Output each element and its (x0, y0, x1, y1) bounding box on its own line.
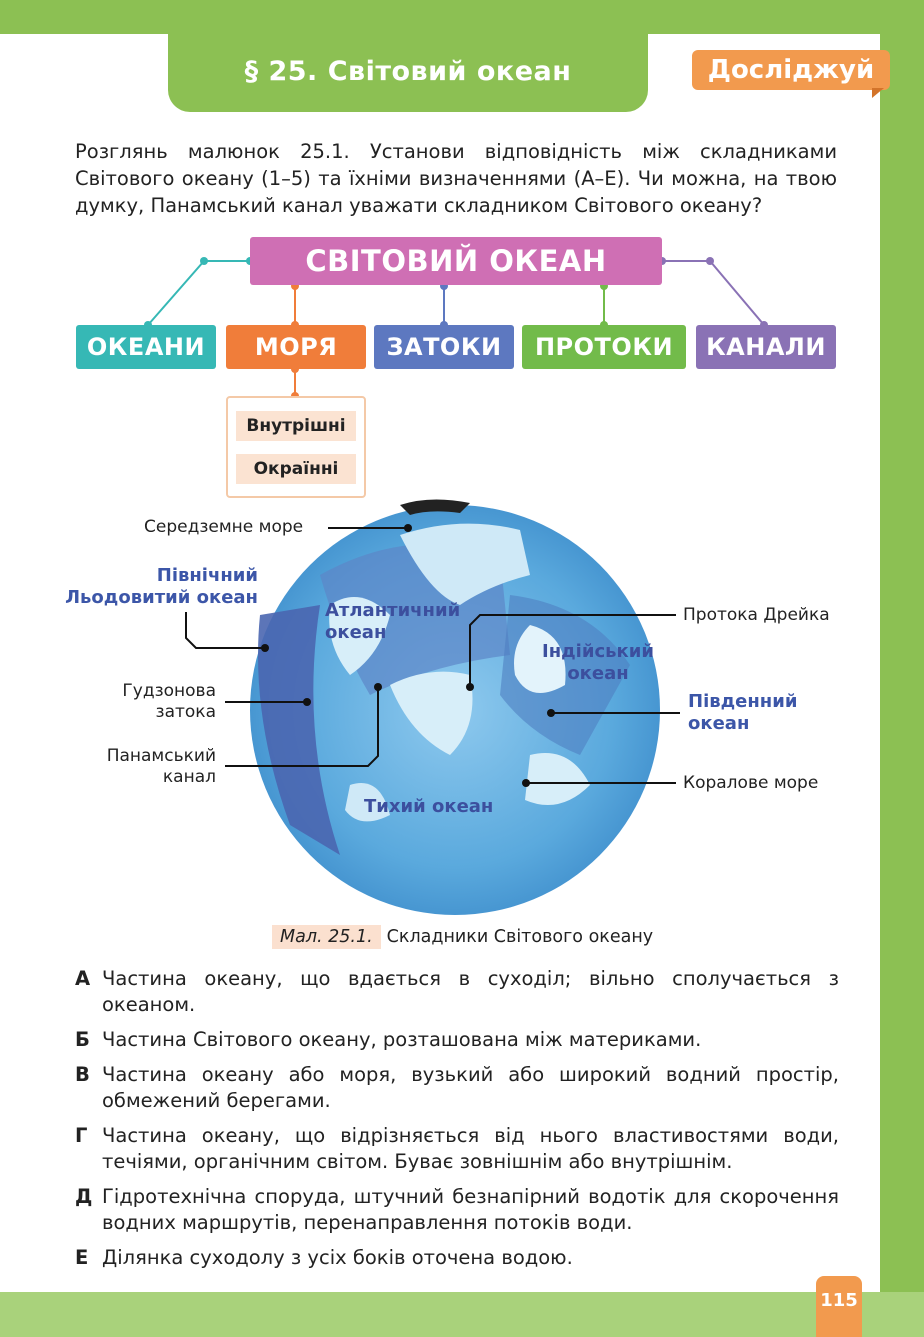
definition-letter: В (75, 1063, 90, 1086)
label-indian-ocean: Індійський океан (542, 641, 654, 684)
definitions-list (75, 966, 839, 1280)
label-atlantic-ocean: Атлантичний океан (325, 600, 461, 643)
label-panama-canal: Панамський канал (106, 746, 216, 787)
definition-text: Ділянка суходолу з усіх боків оточена водою. (102, 1246, 573, 1269)
figure-caption-text: Складники Світового океану (386, 927, 654, 947)
canals-box: КАНАЛИ (696, 325, 836, 369)
label-pacific-ocean: Тихий океан (364, 796, 494, 817)
definition-item (75, 1027, 839, 1053)
definition-text: Гідротехнічна споруда, штучний безнапірний водотік для скорочення водних маршрутів, перенаправлення потоків води. (102, 1185, 839, 1234)
bottom-green-band (0, 1292, 924, 1337)
definition-text: Частина океану або моря, вузький або широкий водний простір, обмежений берегами. (102, 1063, 839, 1112)
seas-box: МОРЯ (226, 325, 366, 369)
definition-letter: А (75, 967, 91, 990)
intro-paragraph: Розглянь малюнок 25.1. Установи відповідність між складниками Світового океану (1–5) та їхніми визначеннями (А–Е). Чи можна, на твою думку, Панамський канал уважати складником Світового океану? (75, 140, 837, 217)
gulfs-box: ЗАТОКИ (374, 325, 514, 369)
sea-type-marginal: Окраїнні (236, 454, 356, 484)
sea-types-panel (226, 396, 366, 498)
definition-item (75, 1123, 839, 1175)
label-southern-ocean: Південний океан (688, 691, 798, 734)
page-number: 115 (816, 1276, 862, 1337)
definition-item (75, 966, 839, 1018)
definition-letter: Б (75, 1028, 90, 1051)
definition-text: Частина океану, що вдається в суходіл; вільно сполучається з океаном. (102, 967, 839, 1016)
figure-number: Мал. 25.1. (272, 925, 381, 949)
label-mediterranean-sea: Середземне море (144, 517, 304, 537)
definition-item (75, 1062, 839, 1114)
definition-letter: Д (75, 1185, 93, 1208)
straits-box: ПРОТОКИ (522, 325, 686, 369)
definition-letter: Е (75, 1246, 89, 1269)
label-drake-passage: Протока Дрейка (683, 605, 830, 625)
definition-letter: Г (75, 1124, 88, 1147)
label-coral-sea: Коралове море (683, 773, 819, 793)
label-hudson-bay: Гудзонова затока (122, 681, 216, 722)
definition-text: Частина океану, що відрізняється від нього властивостями води, течіями, органічним світом. Буває зовнішнім або внутрішнім. (102, 1124, 839, 1173)
definition-item (75, 1184, 839, 1236)
figure-caption (272, 927, 653, 947)
label-arctic-ocean: Північний Льодовитий океан (65, 565, 258, 608)
explore-badge: Досліджуй (692, 50, 890, 90)
definition-item (75, 1245, 839, 1271)
world-ocean-box: СВІТОВИЙ ОКЕАН (250, 237, 662, 285)
oceans-box: ОКЕАНИ (76, 325, 216, 369)
definition-text: Частина Світового океану, розташована між материками. (102, 1028, 702, 1051)
sea-type-inland: Внутрішні (236, 411, 356, 441)
page-title: § 25. Світовий океан (244, 56, 572, 87)
